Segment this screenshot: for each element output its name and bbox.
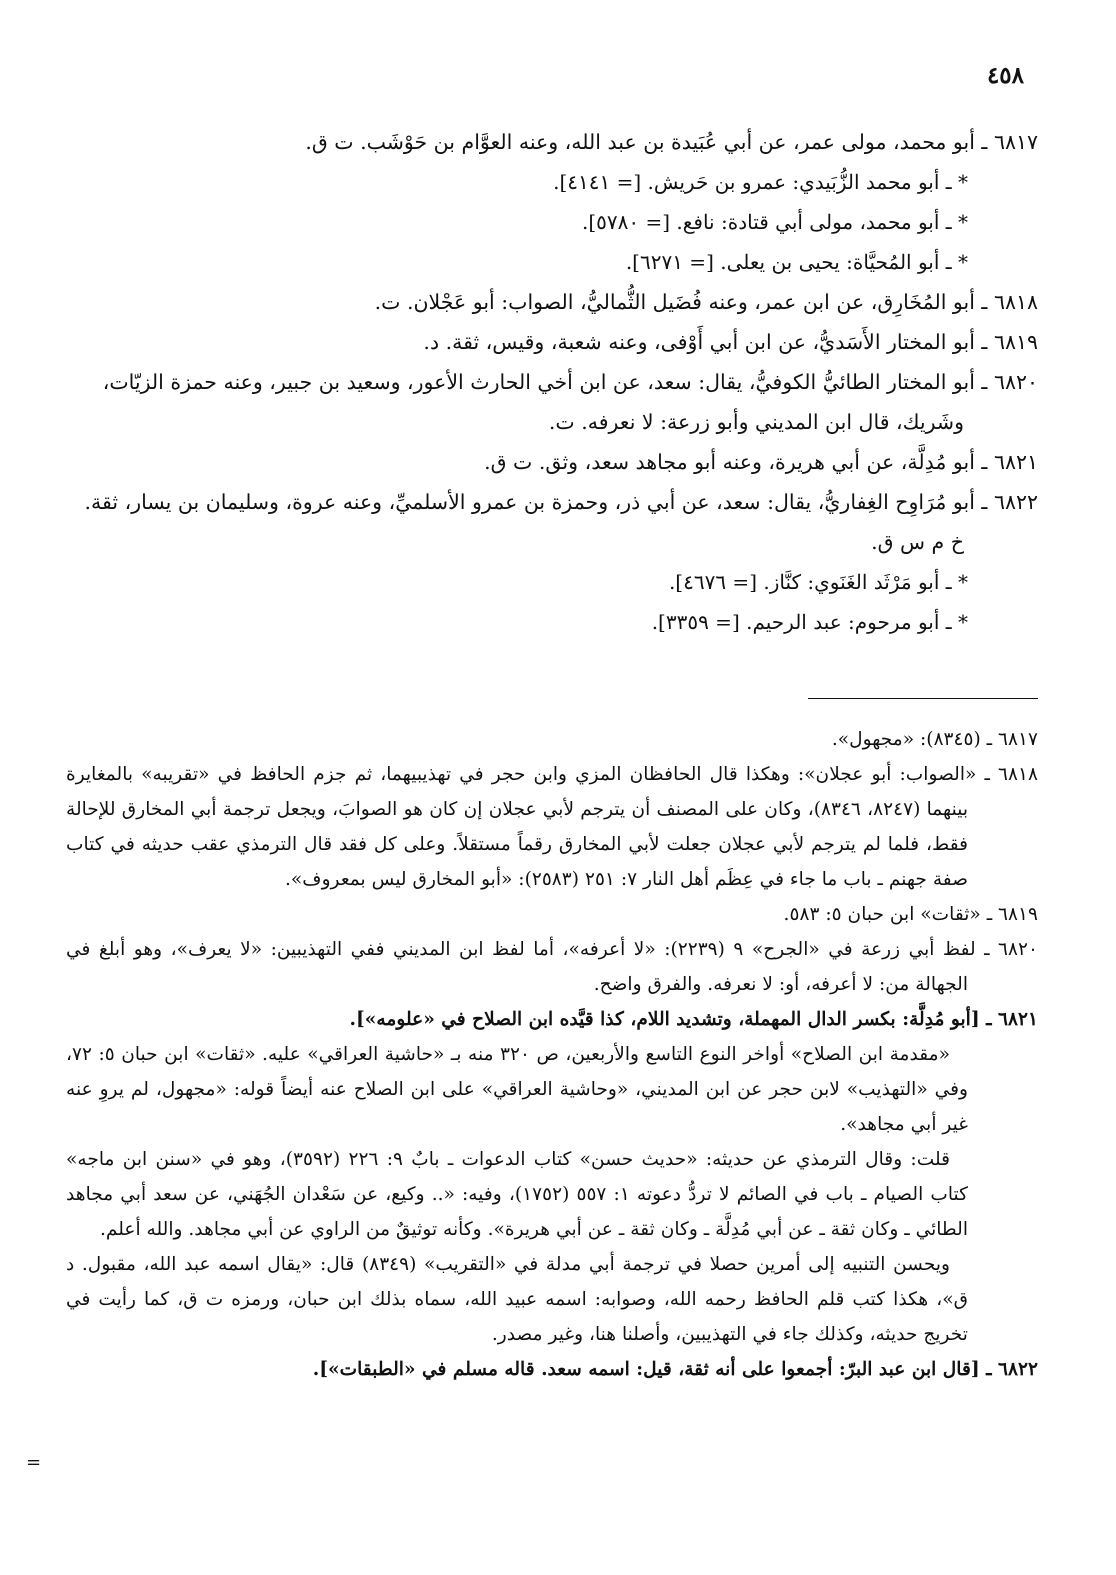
page-number: ٤٥٨ xyxy=(986,62,1024,89)
main-text xyxy=(70,122,1038,642)
cross-reference: * ـ أبو مرحوم: عبد الرحيم. [= ٣٣٥٩]. xyxy=(651,610,968,634)
cross-reference: * ـ أبو المُحيَّاة: يحيى بن يعلى. [= ٦٢٧١]. xyxy=(625,250,968,274)
footnote-divider xyxy=(808,698,1038,699)
footnote-6817: ٦٨١٧ ـ (٨٣٤٥): «مجهول». xyxy=(831,729,1038,750)
footnote-6822: ٦٨٢٢ ـ [قال ابن عبد البرّ: أجمعوا على أنه ثقة، قيل: اسمه سعد. قاله مسلم في «الطبقات»]. xyxy=(312,1359,1038,1380)
footnote-paragraph: «مقدمة ابن الصلاح» أواخر النوع التاسع والأربعين، ص ٣٢٠ منه بـ «حاشية العراقي» عليه. «ثقات» ابن حبان ٥: ٧٢، وفي «التهذيب» لابن حجر عن ابن المديني، «وحاشية العراقي» على ابن الصلاح عنه أيضاً قوله: «مجهول، لم يروِ عنه غير أبي مجاهد». xyxy=(66,1044,968,1135)
footnote-6821: ٦٨٢١ ـ [أبو مُدِلَّة: بكسر الدال المهملة، وتشديد اللام، كذا قيَّده ابن الصلاح في «علومه»]. xyxy=(349,1009,1038,1030)
cross-reference: * ـ أبو محمد الزُّبَيدي: عمرو بن حَريش. [= ٤١٤١]. xyxy=(553,170,968,194)
entry-6817: ٦٨١٧ ـ أبو محمد، مولى عمر، عن أبي عُبَيدة بن عبد الله، وعنه العوَّام بن حَوْشَب. ت ق. xyxy=(305,130,1038,154)
footnote-paragraph: قلت: وقال الترمذي عن حديثه: «حديث حسن» كتاب الدعوات ـ بابٌ ٩: ٢٢٦ (٣٥٩٢)، وهو في «سنن ابن ماجه» كتاب الصيام ـ باب في الصائم لا تردُّ دعوته ١: ٥٥٧ (١٧٥٢)، وفيه: «.. وكيع، عن سَعْدان الجُهَني، عن سعد أبي مجاهد الطائي ـ وكان ثقة ـ عن أبي مُدِلَّة ـ وكان ثقة ـ عن أبي هريرة». وكأنه توثيقٌ من الراوي عن أبي مجاهد. والله أعلم. xyxy=(66,1149,968,1240)
footnotes xyxy=(66,722,1038,1387)
footnote-6819: ٦٨١٩ ـ «ثقات» ابن حبان ٥: ٥٨٣. xyxy=(783,904,1038,925)
entry-6821: ٦٨٢١ ـ أبو مُدِلَّة، عن أبي هريرة، وعنه أبو مجاهد سعد، وثق. ت ق. xyxy=(484,450,1038,474)
entry-6822: ٦٨٢٢ ـ أبو مُرَاوِح الغِفاريُّ، يقال: سعد، عن أبي ذر، وحمزة بن عمرو الأسلميِّ، وعنه عروة، وسليمان بن يسار، ثقة. خ م س ق. xyxy=(84,490,1038,554)
footnote-6818: ٦٨١٨ ـ «الصواب: أبو عجلان»: وهكذا قال الحافظان المزي وابن حجر في تهذيبيهما، ثم جزم الحافظ في «تقريبه» بالمغايرة بينهما (٨٢٤٧، ٨٣٤٦)، وكان على المصنف أن يترجم لأبي عجلان إن كان هو الصوابَ، ويجعل ترجمة أبي المخارق للإحالة فقط، فلما لم يترجم لأبي عجلان جعلت لأبي المخارق رقماً مستقلاً. وعلى كل فقد قال الترمذي عقب حديثه في كتاب صفة جهنم ـ باب ما جاء في عِظَم أهل النار ٧: ٢٥١ (٢٥٨٣): «أبو المخارق ليس بمعروف». xyxy=(66,764,1038,890)
footnote-6820: ٦٨٢٠ ـ لفظ أبي زرعة في «الجرح» ٩ (٢٢٣٩): «لا أعرفه»، أما لفظ ابن المديني ففي التهذيبين: «لا يعرف»، وهو أبلغ في الجهالة من: لا أعرفه، أو: لا نعرفه. والفرق واضح. xyxy=(66,939,1038,995)
margin-mark: = xyxy=(26,1452,42,1473)
cross-reference: * ـ أبو محمد، مولى أبي قتادة: نافع. [= ٥٧٨٠]. xyxy=(581,210,968,234)
cross-reference: * ـ أبو مَرْثَد الغَنَوي: كنَّاز. [= ٤٦٧٦]. xyxy=(668,570,968,594)
entry-6819: ٦٨١٩ ـ أبو المختار الأَسَديُّ، عن ابن أبي أَوْفى، وعنه شعبة، وقيس، ثقة. د. xyxy=(423,330,1038,354)
entry-6818: ٦٨١٨ ـ أبو المُخَارِق، عن ابن عمر، وعنه فُضَيل الثُّماليُّ، الصواب: أبو عَجْلان. ت. xyxy=(374,290,1038,314)
entry-6820: ٦٨٢٠ ـ أبو المختار الطائيُّ الكوفيُّ، يقال: سعد، عن ابن أخي الحارث الأعور، وسعيد بن جبير، وعنه حمزة الزيّات، وشَريك، قال ابن المديني وأبو زرعة: لا نعرفه. ت. xyxy=(102,370,1038,434)
footnote-paragraph: ويحسن التنبيه إلى أمرين حصلا في ترجمة أبي مدلة في «التقريب» (٨٣٤٩) قال: «يقال اسمه عبد الله، مقبول. د ق»، هكذا كتب قلم الحافظ رحمه الله، وصوابه: اسمه عبيد الله، سماه بذلك ابن حبان، ورمزه ت ق، كما رأيت في تخريج حديثه، وكذلك جاء في التهذيبين، وأصلنا هنا، وغير مصدر. xyxy=(66,1254,968,1345)
